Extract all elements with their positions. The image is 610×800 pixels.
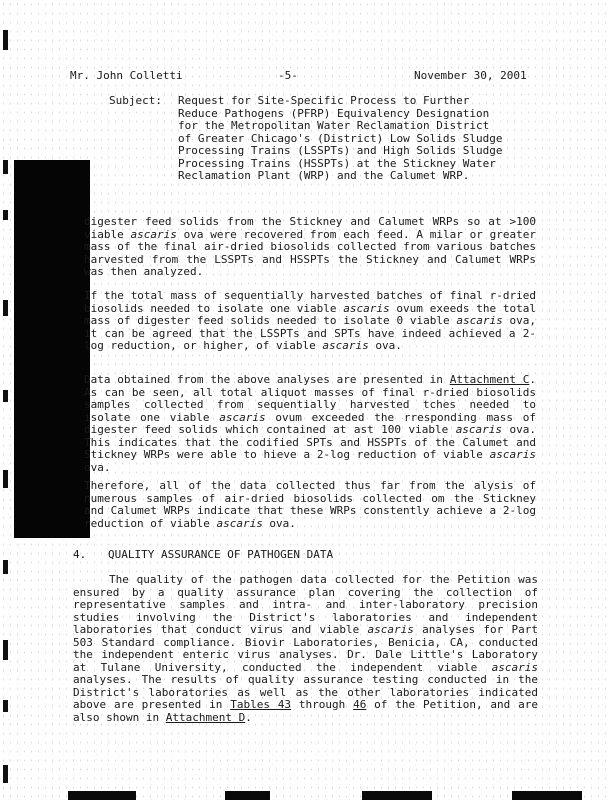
scan-edge-mark xyxy=(3,765,8,783)
scan-edge-mark xyxy=(3,210,8,220)
scan-edge-mark xyxy=(3,560,8,574)
section-4-paragraph: The quality of the pathogen data collected for the Petition was ensured by a quality assurance plan covering the collection of representative samples and intra- and inter-laboratory precision studies involving the District's laboratories and independent laboratories that conduct virus and viable ascaris analyses for Part 503 Standard compliance. Biovir Laboratories, Benicia, CA, conducted the independent enteric virus analyses. Dr. Dale Little's Laboratory at Tulane University, conducted the independent viable ascaris analyses. The results of quality assurance testing conducted in the District's laboratories as well as the other laboratories indicated above are presented in Tables 43 through 46 of the Petition, and are also shown in Attachment D. xyxy=(73,573,538,724)
body-paragraph-1: digester feed solids from the Stickney and Calumet WRPs so at >100 viable ascaris ova were recovered from each feed. A milar or greater mass of the final air-dried biosolids collected from various batches harvested from the LSSPTs and HSSPTs the Stickney and Calumet WRPs was then analyzed. xyxy=(84,215,536,278)
table-46-reference: 46 xyxy=(353,698,367,711)
scan-bottom-bar xyxy=(512,791,582,800)
scan-edge-mark xyxy=(3,640,8,660)
scan-edge-mark xyxy=(3,300,8,316)
tables-43-reference: Tables 43 xyxy=(230,698,292,711)
section-number: 4. xyxy=(73,548,87,561)
header-recipient: Mr. John Colletti xyxy=(70,69,183,82)
scan-bottom-bar xyxy=(362,791,432,800)
header-page-number: -5- xyxy=(278,69,298,82)
scan-edge-mark xyxy=(3,30,8,50)
scan-edge-mark xyxy=(3,470,8,488)
subject-text: Request for Site-Specific Process to Further Reduce Pathogens (PFRP) Equivalency Designation for the Metropolitan Water Reclamation District of Greater Chicago's (District) Low Solids Sludge Processing Trains (LSSPTs) and High Solids Sludge Processing Trains (HSSPTs) at the Stickney Water Reclamation Plant (WRP) and the Calumet WRP. xyxy=(178,94,503,182)
attachment-d-reference: Attachment D xyxy=(165,710,246,724)
section-title: QUALITY ASSURANCE OF PATHOGEN DATA xyxy=(108,548,334,561)
scan-bottom-bar xyxy=(225,791,270,800)
scan-edge-mark xyxy=(3,700,8,712)
body-paragraph-2: If the total mass of sequentially harvested batches of final r-dried biosolids needed to isolate one viable ascaris ovum exeeds the total mass of digester feed solids needed to isolate 0 viable ascaris ova, it can be agreed that the LSSPTs and SPTs have indeed achieved a 2-log reduction, or higher, of viable ascaris ova. xyxy=(84,289,536,352)
scan-bottom-bar xyxy=(68,791,136,800)
body-paragraph-3: Data obtained from the above analyses are presented in Attachment C. As can be seen, all total aliquot masses of final r-dried biosolids samples collected from sequentially harvested tches needed to isolate one viable ascaris ovum exceeded the rresponding mass of digester feed solids which contained at ast 100 viable ascaris ova. This indicates that the codified SPTs and HSSPTs of the Calumet and Stickney WRPs were able to hieve a 2-log reduction of viable ascaris ova. xyxy=(84,373,536,474)
subject-label: Subject: xyxy=(109,94,162,107)
body-paragraph-4: Therefore, all of the data collected thus far from the alysis of numerous samples of air-dried biosolids collected om the Stickney and Calumet WRPs indicate that these WRPs constently achieve a 2-log reduction of viable ascaris ova. xyxy=(84,479,536,530)
scan-edge-mark xyxy=(3,160,8,174)
header-date: November 30, 2001 xyxy=(414,69,527,82)
attachment-c-reference: Attachment C xyxy=(449,373,530,386)
redaction-block xyxy=(14,160,90,538)
scan-edge-mark xyxy=(3,390,8,402)
